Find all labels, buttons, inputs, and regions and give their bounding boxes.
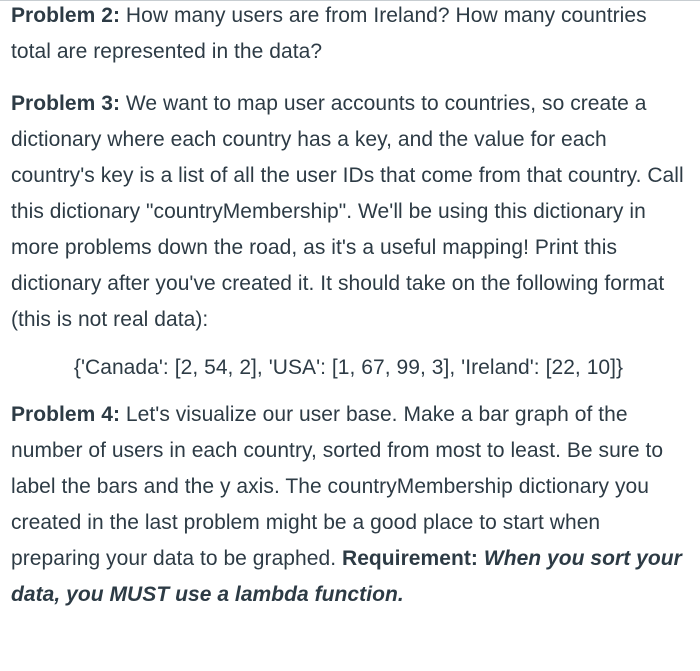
problem-2-label: Problem 2: bbox=[11, 4, 121, 27]
problem-3-text: We want to map user accounts to countries, so create a dictionary where each country has a key, and the value for each country's key is a list of all the user IDs that come from that country. Call this dictionary "countryMembership". We'll be using this dictionary in more problems down the road, as it's a useful mapping! Print this dictionary after you've created it. It should take on the following format (this is not real data): bbox=[11, 92, 684, 331]
problem-3-label: Problem 3: bbox=[11, 92, 121, 115]
requirement-label: Requirement: bbox=[341, 547, 478, 570]
requirement-text: When you sort your data, you MUST use a lambda function. bbox=[11, 547, 682, 606]
problem-2-text: How many users are from Ireland? How many countries total are represented in the data? bbox=[11, 4, 647, 63]
problem-4-paragraph bbox=[11, 397, 686, 613]
example-dictionary-format: {'Canada': [2, 54, 2], 'USA': [1, 67, 99, 3], 'Ireland': [22, 10]} bbox=[73, 356, 624, 379]
problem-4-label: Problem 4: bbox=[11, 403, 121, 426]
problem-3-paragraph bbox=[11, 86, 686, 338]
problem-2-paragraph bbox=[11, 0, 686, 70]
problem-4-text: Let's visualize our user base. Make a bar graph of the number of users in each country, sorted from most to least. Be sure to label the bars and the y axis. The countryMembership dictionary you created in the last problem might be a good place to start when preparing your data to be graphed. bbox=[11, 403, 664, 570]
